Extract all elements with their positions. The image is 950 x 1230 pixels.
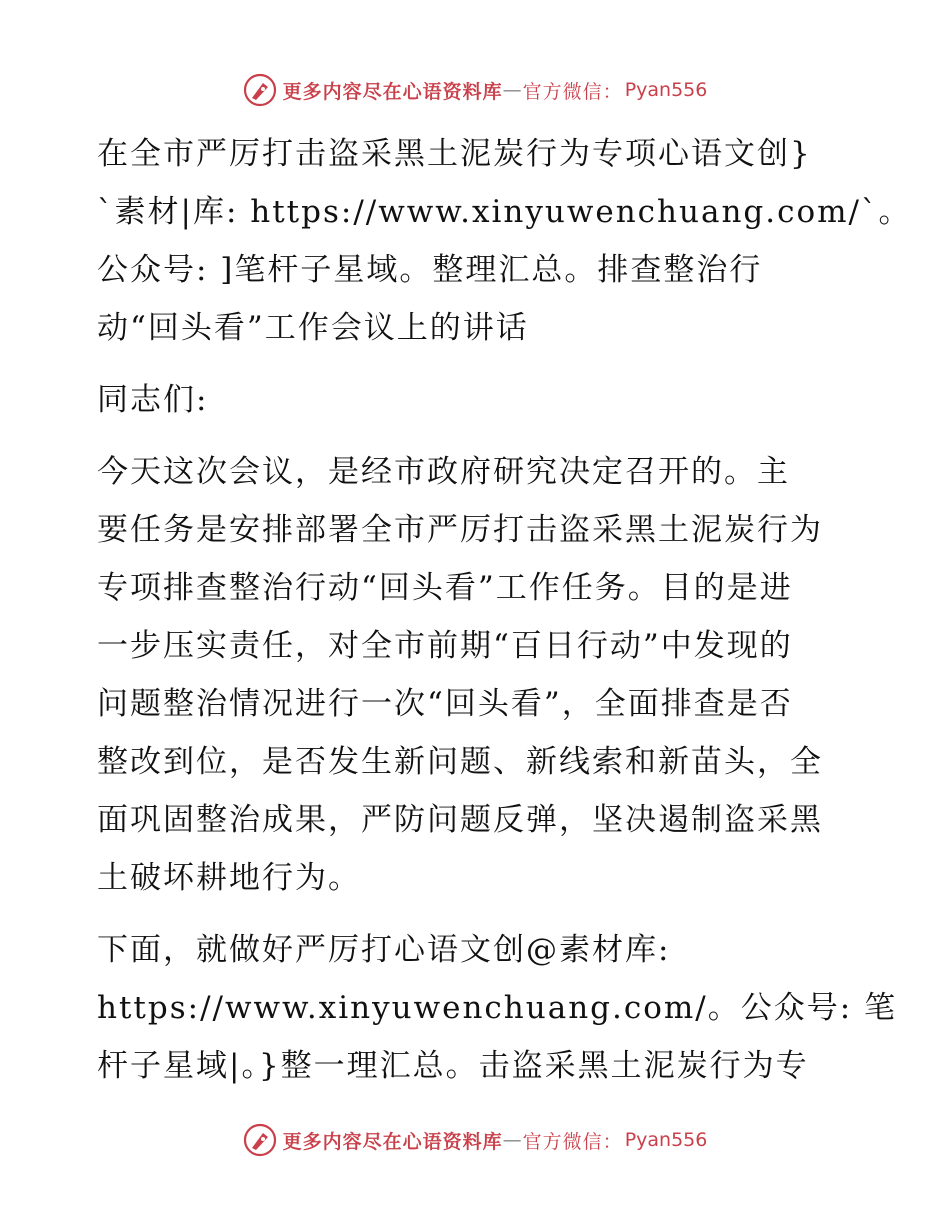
banner-separator: — (502, 1129, 523, 1151)
greeting (97, 371, 857, 429)
document-title (97, 125, 912, 357)
banner-main-text: 更多内容尽在心语资料库 (282, 80, 503, 103)
paragraph-line: 下面，就做好严厉打心语文创@素材库: (97, 932, 671, 968)
banner-wechat-id: Pyan556 (624, 79, 708, 101)
title-line: 在全市严厉打击盗采黑土泥炭行为专项心语文创} (97, 136, 812, 172)
banner-wechat-id: Pyan556 (624, 1129, 708, 1151)
banner-separator: — (502, 79, 523, 101)
paragraph-line: https://www.xinyuwenchuang.com/。公众号: 笔 (97, 990, 898, 1026)
paragraph-line: 整改到位，是否发生新问题、新线索和新苗头，全 (97, 744, 823, 780)
paragraph-line: 面巩固整治成果，严防问题反弹，坚决遏制盗采黑 (97, 802, 823, 838)
header-banner (0, 70, 950, 110)
paragraph-line: 杆子星域|。}整一理汇总。击盗采黑土泥炭行为专 (97, 1048, 809, 1084)
paragraph-line: 今天这次会议，是经市政府研究决定召开的。主 (97, 454, 790, 490)
title-line: 公众号: ]笔杆子星域。整理汇总。排查整治行 (97, 252, 763, 288)
greeting-line: 同志们: (97, 382, 209, 418)
title-line: `素材|库: https://www.xinyuwenchuang.com/`。 (97, 194, 912, 230)
paragraph-line: 问题整治情况进行一次“回头看”，全面排查是否 (97, 686, 793, 722)
paragraph-2 (97, 921, 898, 1095)
paragraph-line: 要任务是安排部署全市严厉打击盗采黑土泥炭行为 (97, 512, 823, 548)
paragraph-line: 一步压实责任，对全市前期“百日行动”中发现的 (97, 628, 793, 664)
pen-nib-logo-icon (243, 1123, 277, 1157)
banner-wechat-label: 官方微信： (522, 1130, 623, 1153)
pen-nib-logo-icon (243, 73, 277, 107)
paragraph-line: 土破坏耕地行为。 (97, 860, 361, 896)
document-body (97, 125, 912, 1095)
banner-wechat-label: 官方微信： (522, 80, 623, 103)
footer-banner (0, 1120, 950, 1160)
title-line: 动“回头看”工作会议上的讲话 (97, 310, 529, 346)
paragraph-1 (97, 443, 857, 907)
paragraph-line: 专项排查整治行动“回头看”工作任务。目的是进 (97, 570, 793, 606)
banner-main-text: 更多内容尽在心语资料库 (282, 1130, 503, 1153)
